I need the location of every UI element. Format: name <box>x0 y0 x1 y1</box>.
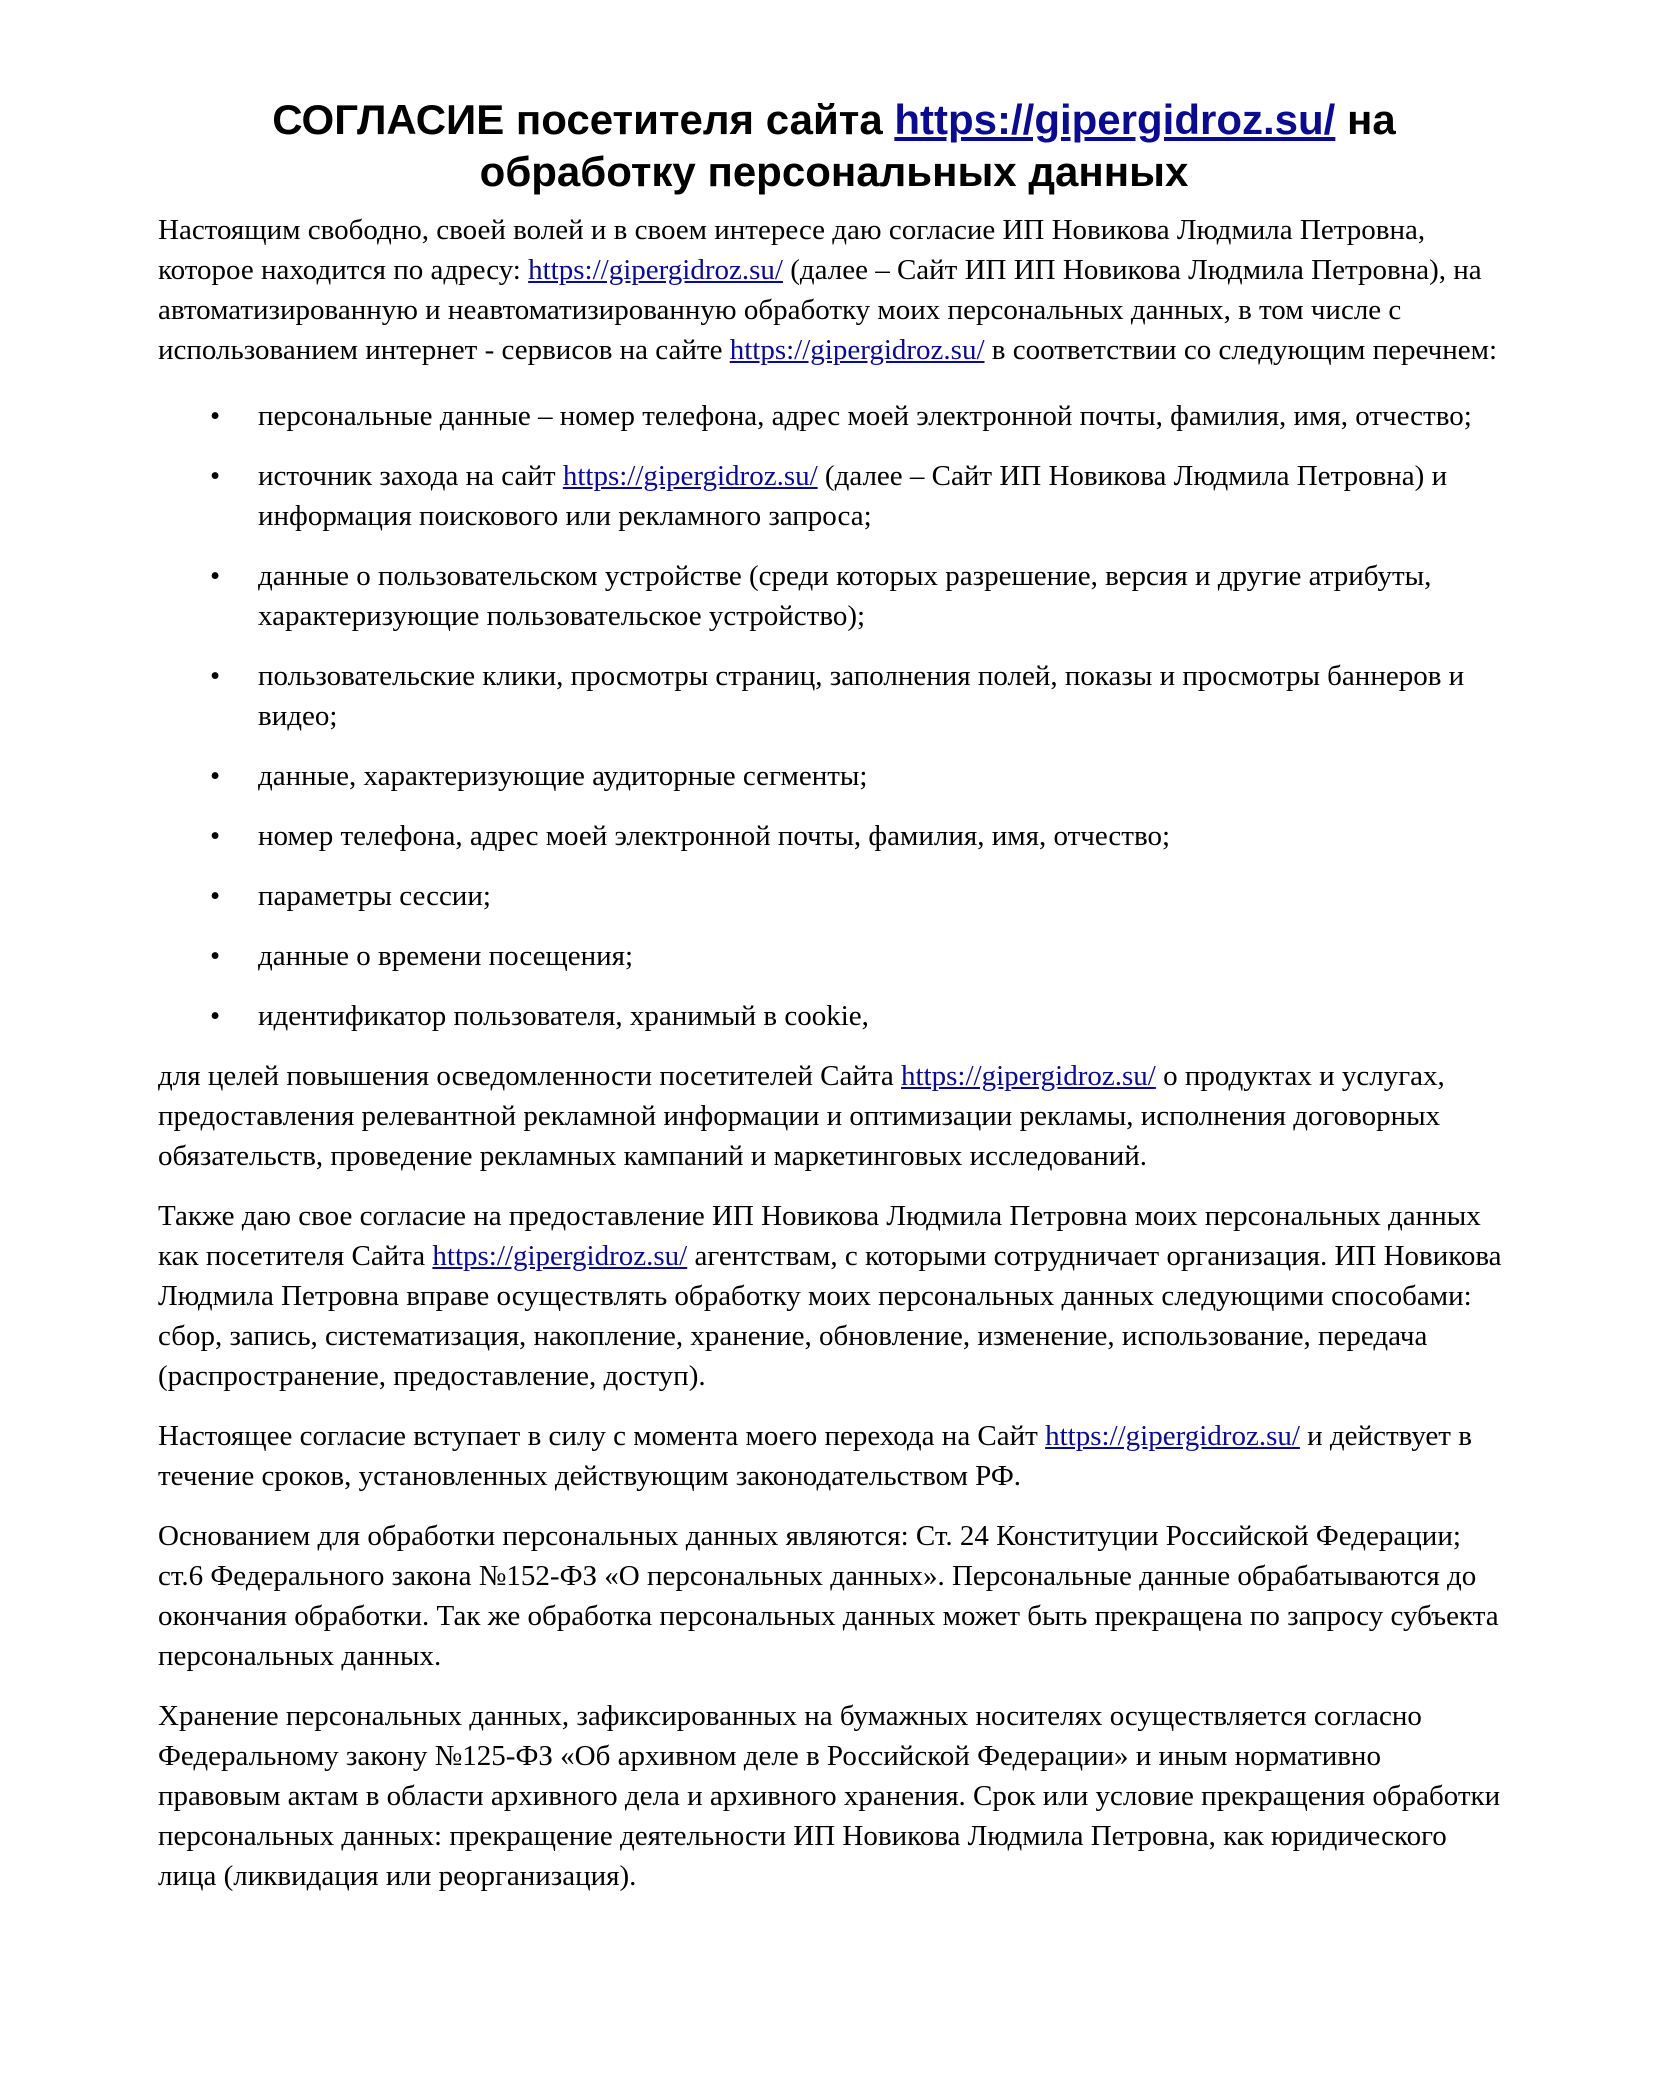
purpose-site-link[interactable]: https://gipergidroz.su/ <box>901 1060 1156 1092</box>
list-item-text: параметры сессии; <box>258 880 491 912</box>
bullet-icon: • <box>210 460 221 492</box>
purpose-text-2: о продуктах и услугах, предоставления релевантной рекламной информации и оптимизации рекламы, исполнения договорных обязательств, проведение рекламных кампаний и маркетинговых исследований. <box>158 1060 1445 1172</box>
intro-text-1: Настоящим свободно, своей волей и в своем интересе даю согласие ИП Новикова Людмила Петровна, которое находится по адресу: <box>158 214 1426 286</box>
title-suffix: на <box>1335 96 1396 143</box>
list-item-text: идентификатор пользователя, хранимый в cookie, <box>258 1000 869 1032</box>
transfer-text-1: Также даю свое согласие на предоставление ИП Новикова Людмила Петровна моих персональных данных как посетителя Сайта <box>158 1200 1481 1272</box>
list-item-text: данные о пользовательском устройстве (среди которых разрешение, версия и другие атрибуты, характеризующие пользовательское устройство); <box>258 560 1432 632</box>
validity-paragraph <box>158 1416 1510 1496</box>
list-item <box>158 556 1510 636</box>
bullet-icon: • <box>210 1000 221 1032</box>
document-page <box>158 94 1510 1916</box>
list-item-text: данные о времени посещения; <box>258 940 634 972</box>
list-item-text: (далее – Сайт ИП Новикова Людмила Петровна) и информация поискового или рекламного запроса; <box>258 460 1448 532</box>
bullet-icon: • <box>210 820 221 852</box>
title-site-link[interactable]: https://gipergidroz.su/ <box>894 96 1336 143</box>
title-prefix: СОГЛАСИЕ посетителя сайта <box>272 96 895 143</box>
data-categories-list <box>158 396 1510 1036</box>
title-line-2: обработку персональных данных <box>479 148 1189 195</box>
list-item <box>158 656 1510 736</box>
list-item-site-link[interactable]: https://gipergidroz.su/ <box>562 460 818 492</box>
intro-text-3: в соответствии со следующим перечнем: <box>984 334 1498 366</box>
storage-paragraph: Хранение персональных данных, зафиксированных на бумажных носителях осуществляется согласно Федеральному закону №125-ФЗ «Об архивном деле в Российской Федерации» и иным нормативно правовым актам в области архивного дела и архивного хранения. Срок или условие прекращения обработки персональных данных: прекращение деятельности ИП Новикова Людмила Петровна, как юридического лица (ликвидация или реорганизация). <box>158 1700 1501 1892</box>
list-item <box>158 936 1510 976</box>
list-item <box>158 756 1510 796</box>
bullet-icon: • <box>210 940 221 972</box>
transfer-paragraph <box>158 1196 1510 1396</box>
list-item <box>158 996 1510 1036</box>
bullet-icon: • <box>210 760 221 792</box>
page-title <box>158 94 1510 198</box>
validity-site-link[interactable]: https://gipergidroz.su/ <box>1045 1420 1300 1452</box>
purpose-paragraph <box>158 1056 1510 1176</box>
intro-paragraph <box>158 210 1510 370</box>
list-item <box>158 876 1510 916</box>
list-item-text: данные, характеризующие аудиторные сегменты; <box>258 760 868 792</box>
list-item-text: источник захода на сайт <box>258 460 563 492</box>
bullet-icon: • <box>210 400 221 432</box>
list-item-text: персональные данные – номер телефона, адрес моей электронной почты, фамилия, имя, отчество; <box>258 400 1472 432</box>
list-item <box>158 456 1510 536</box>
list-item-text: номер телефона, адрес моей электронной почты, фамилия, имя, отчество; <box>258 820 1171 852</box>
list-item <box>158 816 1510 856</box>
validity-text-1: Настоящее согласие вступает в силу с момента моего перехода на Сайт <box>158 1420 1046 1452</box>
list-item-text: пользовательские клики, просмотры страниц, заполнения полей, показы и просмотры баннеров и видео; <box>258 660 1465 732</box>
bullet-icon: • <box>210 560 221 592</box>
bullet-icon: • <box>210 880 221 912</box>
bullet-icon: • <box>210 660 221 692</box>
list-item <box>158 396 1510 436</box>
legal-basis-paragraph: Основанием для обработки персональных данных являются: Ст. 24 Конституции Российской Федерации; ст.6 Федерального закона №152-ФЗ «О персональных данных». Персональные данные обрабатываются до окончания обработки. Так же обработка персональных данных может быть прекращена по запросу субъекта персональных данных. <box>158 1520 1499 1672</box>
title-line-1 <box>158 94 1510 146</box>
transfer-site-link[interactable]: https://gipergidroz.su/ <box>432 1240 688 1272</box>
validity-text-2: и действует в течение сроков, установленных действующим законодательством РФ. <box>158 1420 1472 1492</box>
intro-text-2: (далее – Сайт ИП ИП Новикова Людмила Петровна), на автоматизированную и неавтоматизированную обработку моих персональных данных, в том числе с использованием интернет - сервисов на сайте <box>158 254 1482 366</box>
intro-site-link-1[interactable]: https://gipergidroz.su/ <box>528 254 783 286</box>
intro-site-link-2[interactable]: https://gipergidroz.su/ <box>729 334 985 366</box>
transfer-text-2: агентствам, с которыми сотрудничает организация. ИП Новикова Людмила Петровна вправе осуществлять обработку моих персональных данных следующими способами: сбор, запись, систематизация, накопление, хранение, обновление, изменение, использование, передача (распространение, предоставление, доступ). <box>158 1240 1502 1392</box>
purpose-text-1: для целей повышения осведомленности посетителей Сайта <box>158 1060 901 1092</box>
